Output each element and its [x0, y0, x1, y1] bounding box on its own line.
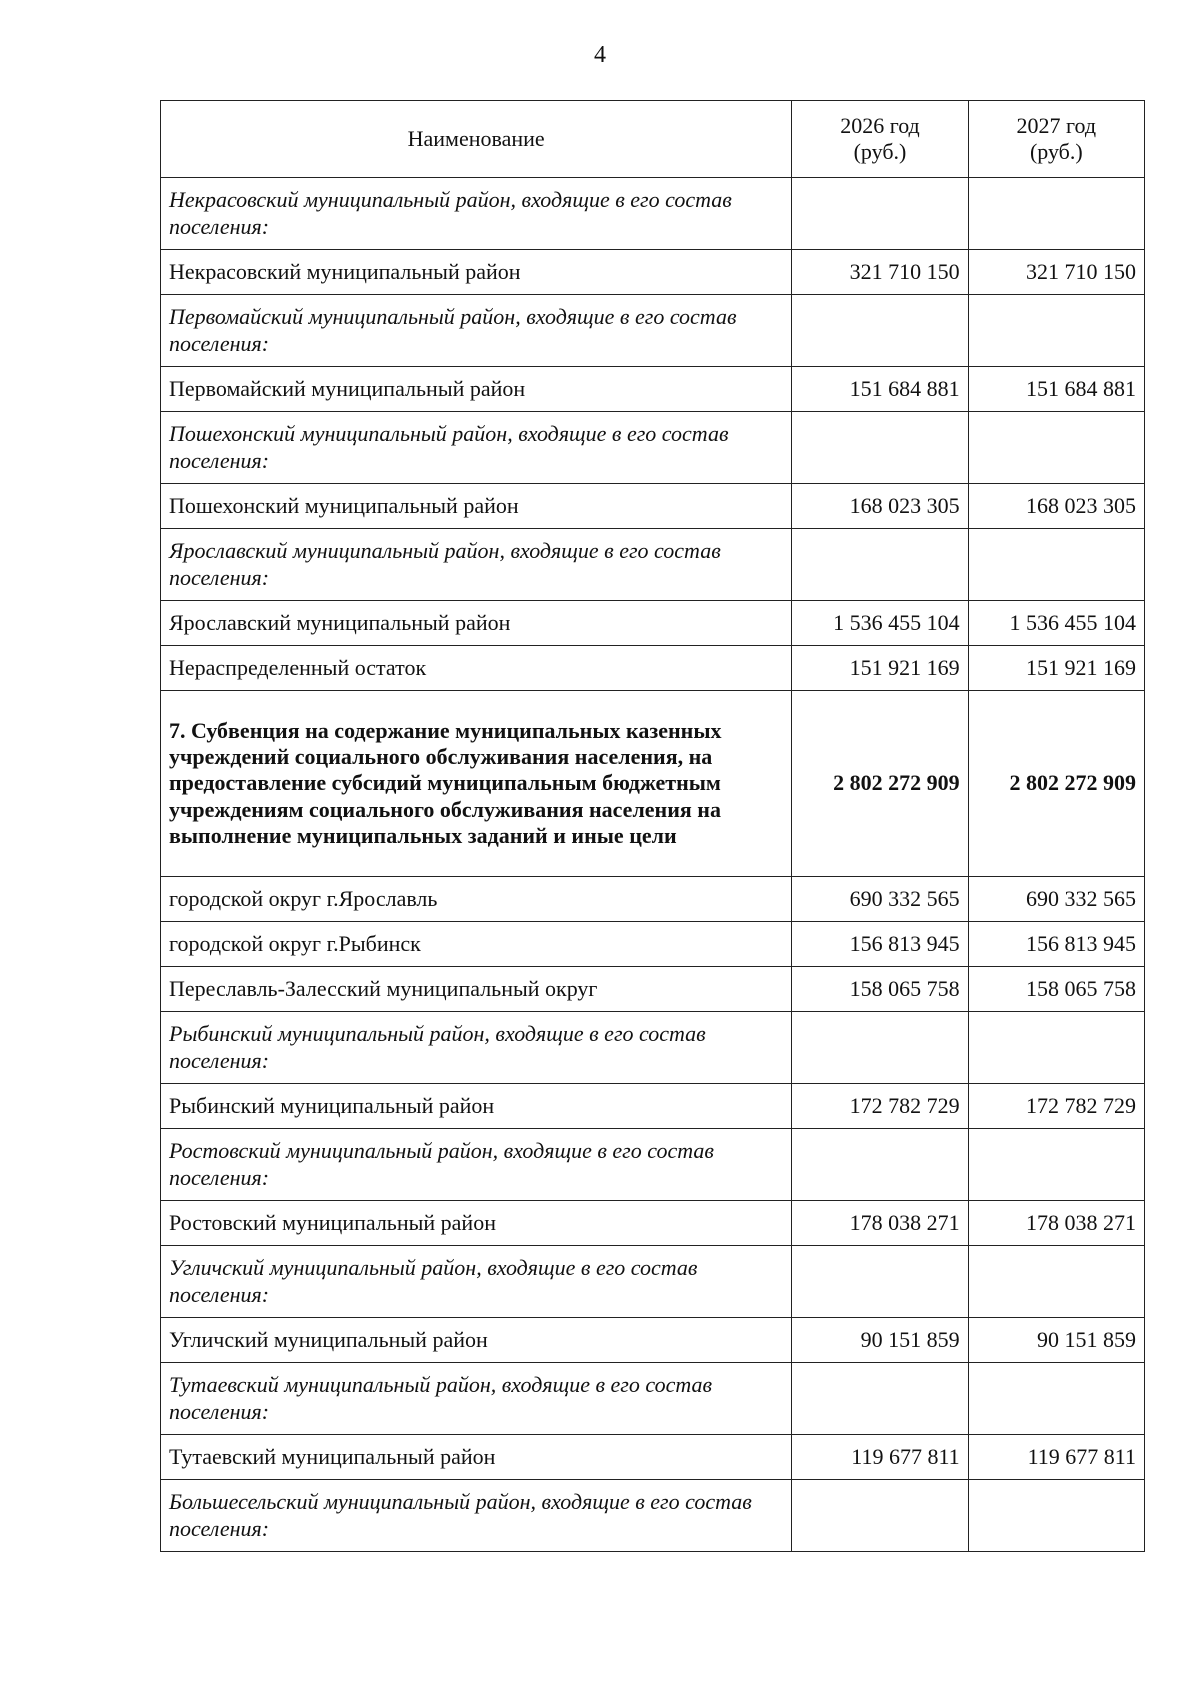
row-value-2027: 1 536 455 104 [968, 601, 1144, 646]
group-heading-row [161, 1246, 1145, 1318]
table-row [161, 601, 1145, 646]
row-value-2027 [968, 529, 1144, 601]
row-value-2026 [792, 178, 968, 250]
row-value-2026: 156 813 945 [792, 922, 968, 967]
row-value-2026: 172 782 729 [792, 1084, 968, 1129]
row-value-2026: 119 677 811 [792, 1435, 968, 1480]
row-value-2026 [792, 295, 968, 367]
header-2026-unit: (руб.) [853, 139, 907, 164]
group-heading-row [161, 412, 1145, 484]
row-value-2026: 168 023 305 [792, 484, 968, 529]
row-value-2027 [968, 1480, 1144, 1552]
row-value-2026: 178 038 271 [792, 1201, 968, 1246]
row-name-cell: Ростовский муниципальный район [161, 1201, 792, 1246]
row-name-cell: Некрасовский муниципальный район [161, 250, 792, 295]
row-name-cell: Переславль-Залесский муниципальный округ [161, 967, 792, 1012]
row-name-cell: Первомайский муниципальный район, входящие в его состав поселения: [161, 295, 792, 367]
table-row [161, 250, 1145, 295]
row-name-cell: Некрасовский муниципальный район, входящие в его состав поселения: [161, 178, 792, 250]
row-name-cell: 7. Субвенция на содержание муниципальных казенных учреждений социального обслуживания населения, на предоставление субсидий муниципальным бюджетным учреждениям социального обслуживания населения на выполнение муниципальных заданий и иные цели [161, 691, 792, 877]
table-row [161, 1084, 1145, 1129]
row-value-2027: 90 151 859 [968, 1318, 1144, 1363]
row-value-2027: 151 921 169 [968, 646, 1144, 691]
row-value-2027 [968, 412, 1144, 484]
row-value-2026 [792, 529, 968, 601]
row-value-2027: 2 802 272 909 [968, 691, 1144, 877]
section-total-row [161, 691, 1145, 877]
row-value-2027: 119 677 811 [968, 1435, 1144, 1480]
row-name-cell: Большесельский муниципальный район, входящие в его состав поселения: [161, 1480, 792, 1552]
budget-table [160, 100, 1145, 1552]
row-value-2027: 172 782 729 [968, 1084, 1144, 1129]
row-value-2027: 178 038 271 [968, 1201, 1144, 1246]
table-row [161, 646, 1145, 691]
group-heading-row [161, 295, 1145, 367]
row-value-2027: 321 710 150 [968, 250, 1144, 295]
row-name-cell: Тутаевский муниципальный район, входящие в его состав поселения: [161, 1363, 792, 1435]
row-value-2026 [792, 1480, 968, 1552]
header-2026-year: 2026 год [840, 112, 920, 138]
row-value-2026: 321 710 150 [792, 250, 968, 295]
row-name-cell: Нераспределенный остаток [161, 646, 792, 691]
row-name-cell: Ярославский муниципальный район [161, 601, 792, 646]
row-name-cell: городской округ г.Ярославль [161, 877, 792, 922]
page-number: 4 [594, 42, 606, 68]
row-name-cell: Рыбинский муниципальный район [161, 1084, 792, 1129]
header-name [161, 101, 792, 178]
table-header-row [161, 101, 1145, 178]
table-row [161, 1318, 1145, 1363]
row-name-cell: Ярославский муниципальный район, входящие в его состав поселения: [161, 529, 792, 601]
row-value-2026 [792, 412, 968, 484]
table-row [161, 1201, 1145, 1246]
row-name-cell: Пошехонский муниципальный район, входящие в его состав поселения: [161, 412, 792, 484]
row-name-cell: Пошехонский муниципальный район [161, 484, 792, 529]
table-row [161, 967, 1145, 1012]
header-2027 [968, 101, 1144, 178]
row-value-2027: 158 065 758 [968, 967, 1144, 1012]
row-value-2027 [968, 1363, 1144, 1435]
row-value-2027 [968, 1246, 1144, 1318]
row-value-2026: 151 684 881 [792, 367, 968, 412]
row-name-cell: Рыбинский муниципальный район, входящие в его состав поселения: [161, 1012, 792, 1084]
group-heading-row [161, 178, 1145, 250]
table-row [161, 922, 1145, 967]
row-value-2027 [968, 178, 1144, 250]
header-2026 [792, 101, 968, 178]
group-heading-row [161, 1363, 1145, 1435]
table-row [161, 1435, 1145, 1480]
row-value-2027 [968, 1129, 1144, 1201]
row-value-2027 [968, 295, 1144, 367]
row-value-2027: 156 813 945 [968, 922, 1144, 967]
row-value-2026: 158 065 758 [792, 967, 968, 1012]
table-row [161, 877, 1145, 922]
row-value-2027: 690 332 565 [968, 877, 1144, 922]
row-value-2027: 168 023 305 [968, 484, 1144, 529]
row-name-cell: Угличский муниципальный район [161, 1318, 792, 1363]
row-value-2027 [968, 1012, 1144, 1084]
row-value-2027: 151 684 881 [968, 367, 1144, 412]
row-name-cell: городской округ г.Рыбинск [161, 922, 792, 967]
row-value-2026: 690 332 565 [792, 877, 968, 922]
row-value-2026: 90 151 859 [792, 1318, 968, 1363]
table-row [161, 367, 1145, 412]
group-heading-row [161, 1129, 1145, 1201]
row-value-2026: 2 802 272 909 [792, 691, 968, 877]
header-2027-year: 2027 год [1016, 112, 1097, 138]
table-row [161, 484, 1145, 529]
group-heading-row [161, 1012, 1145, 1084]
group-heading-row [161, 529, 1145, 601]
table-body [161, 178, 1145, 1552]
row-name-cell: Ростовский муниципальный район, входящие в его состав поселения: [161, 1129, 792, 1201]
header-name-label: Наименование [407, 125, 545, 151]
row-value-2026 [792, 1129, 968, 1201]
group-heading-row [161, 1480, 1145, 1552]
row-name-cell: Тутаевский муниципальный район [161, 1435, 792, 1480]
row-value-2026 [792, 1012, 968, 1084]
row-name-cell: Первомайский муниципальный район [161, 367, 792, 412]
row-value-2026 [792, 1246, 968, 1318]
row-name-cell: Угличский муниципальный район, входящие в его состав поселения: [161, 1246, 792, 1318]
row-value-2026: 1 536 455 104 [792, 601, 968, 646]
header-2027-unit: (руб.) [1029, 139, 1083, 164]
row-value-2026: 151 921 169 [792, 646, 968, 691]
row-value-2026 [792, 1363, 968, 1435]
